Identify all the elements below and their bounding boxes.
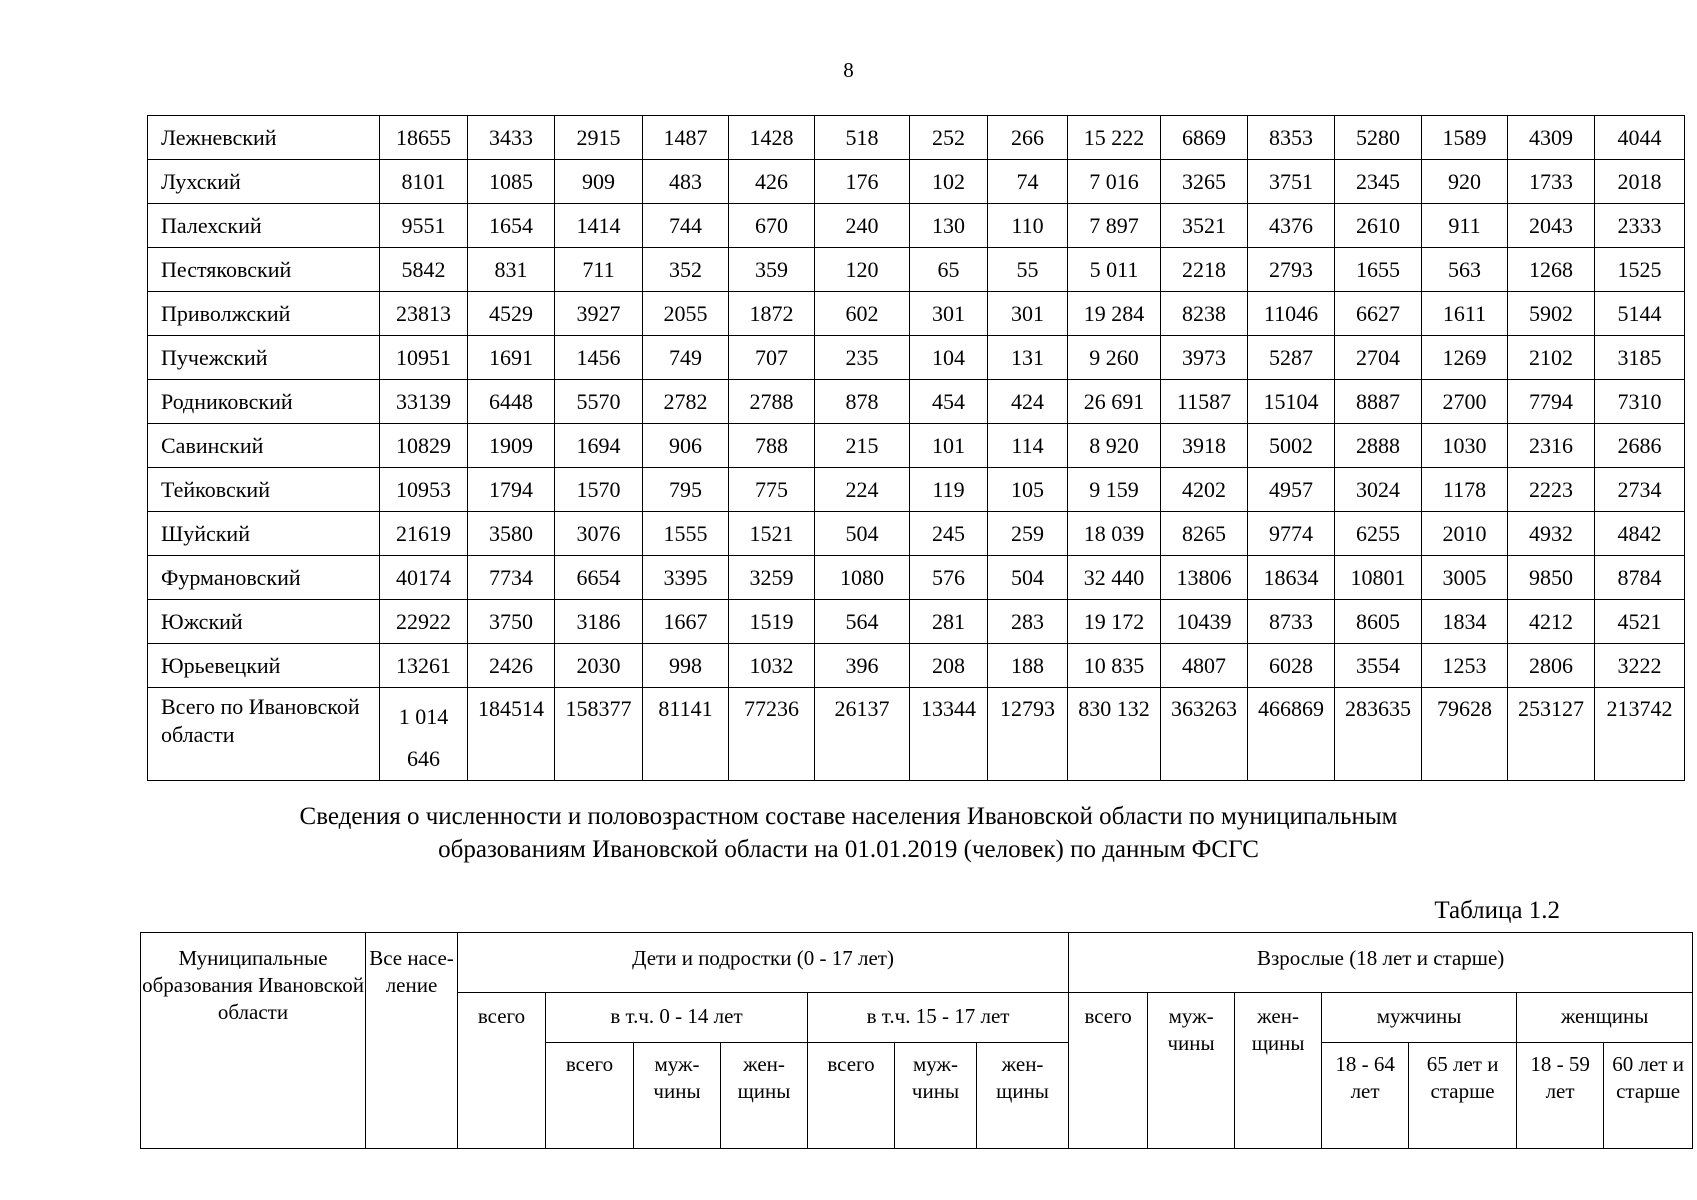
table-cell: 11046 bbox=[1248, 292, 1335, 336]
table-cell: 6627 bbox=[1335, 292, 1422, 336]
table-cell: 775 bbox=[729, 468, 815, 512]
table-cell: 7310 bbox=[1595, 380, 1685, 424]
table-row bbox=[148, 644, 1685, 688]
table-cell: 2102 bbox=[1508, 336, 1595, 380]
total-cell: 1 014 646 bbox=[380, 688, 468, 781]
table-cell: 4521 bbox=[1595, 600, 1685, 644]
table-cell: 2610 bbox=[1335, 204, 1422, 248]
table-cell: 3554 bbox=[1335, 644, 1422, 688]
table-cell: 10801 bbox=[1335, 556, 1422, 600]
table-cell: 1654 bbox=[468, 204, 555, 248]
district-name: Родниковский bbox=[148, 380, 380, 424]
table-row bbox=[148, 468, 1685, 512]
table-cell: 1253 bbox=[1422, 644, 1508, 688]
header-women: женщины bbox=[1517, 993, 1693, 1043]
total-row bbox=[148, 688, 1685, 781]
caption-line-2: образованиям Ивановской области на 01.01.2019 (человек) по данным ФСГС bbox=[438, 836, 1259, 863]
table-cell: 18 039 bbox=[1068, 512, 1161, 556]
table-cell: 2426 bbox=[468, 644, 555, 688]
header-0-14-women: жен-щины bbox=[721, 1043, 808, 1149]
table-cell: 32 440 bbox=[1068, 556, 1161, 600]
table-cell: 7 016 bbox=[1068, 160, 1161, 204]
table-cell: 795 bbox=[643, 468, 729, 512]
table-cell: 7734 bbox=[468, 556, 555, 600]
table-cell: 3005 bbox=[1422, 556, 1508, 600]
total-cell: 13344 bbox=[910, 688, 988, 781]
table-cell: 1655 bbox=[1335, 248, 1422, 292]
table-cell: 878 bbox=[815, 380, 910, 424]
table-cell: 7 897 bbox=[1068, 204, 1161, 248]
table-cell: 504 bbox=[815, 512, 910, 556]
table-cell: 208 bbox=[910, 644, 988, 688]
table-cell: 33139 bbox=[380, 380, 468, 424]
header-population: Все насе-ление bbox=[366, 933, 458, 1149]
table-cell: 215 bbox=[815, 424, 910, 468]
total-cell: 830 132 bbox=[1068, 688, 1161, 781]
table-cell: 3265 bbox=[1161, 160, 1248, 204]
table-cell: 188 bbox=[988, 644, 1068, 688]
table-cell: 2793 bbox=[1248, 248, 1335, 292]
table-cell: 4212 bbox=[1508, 600, 1595, 644]
table-cell: 3259 bbox=[729, 556, 815, 600]
table-cell: 4957 bbox=[1248, 468, 1335, 512]
table-cell: 19 172 bbox=[1068, 600, 1161, 644]
table-cell: 9774 bbox=[1248, 512, 1335, 556]
district-name: Шуйский bbox=[148, 512, 380, 556]
table-cell: 3927 bbox=[555, 292, 643, 336]
table-cell: 906 bbox=[643, 424, 729, 468]
table-cell: 176 bbox=[815, 160, 910, 204]
table-cell: 22922 bbox=[380, 600, 468, 644]
table-cell: 8265 bbox=[1161, 512, 1248, 556]
header-0-14-total: всего bbox=[546, 1043, 634, 1149]
table-cell: 563 bbox=[1422, 248, 1508, 292]
table-cell: 1519 bbox=[729, 600, 815, 644]
table-cell: 5 011 bbox=[1068, 248, 1161, 292]
table-cell: 1487 bbox=[643, 116, 729, 160]
district-name: Савинский bbox=[148, 424, 380, 468]
district-name: Пестяковский bbox=[148, 248, 380, 292]
table-cell: 909 bbox=[555, 160, 643, 204]
table-cell: 10 835 bbox=[1068, 644, 1161, 688]
table-cell: 1268 bbox=[1508, 248, 1595, 292]
total-cell: 184514 bbox=[468, 688, 555, 781]
table-cell: 8353 bbox=[1248, 116, 1335, 160]
table-cell: 6654 bbox=[555, 556, 643, 600]
total-cell: 253127 bbox=[1508, 688, 1595, 781]
table-cell: 2788 bbox=[729, 380, 815, 424]
table-cell: 359 bbox=[729, 248, 815, 292]
header-men: мужчины bbox=[1322, 993, 1517, 1043]
table-cell: 119 bbox=[910, 468, 988, 512]
population-table-continuation bbox=[147, 115, 1685, 781]
table-cell: 301 bbox=[910, 292, 988, 336]
table-cell: 3076 bbox=[555, 512, 643, 556]
table-cell: 1667 bbox=[643, 600, 729, 644]
table-cell: 55 bbox=[988, 248, 1068, 292]
total-cell: 79628 bbox=[1422, 688, 1508, 781]
table-cell: 2316 bbox=[1508, 424, 1595, 468]
table-cell: 564 bbox=[815, 600, 910, 644]
table-row bbox=[148, 336, 1685, 380]
table-cell: 65 bbox=[910, 248, 988, 292]
table-cell: 40174 bbox=[380, 556, 468, 600]
table-cell: 3918 bbox=[1161, 424, 1248, 468]
header-adults-women: жен-щины bbox=[1235, 993, 1322, 1149]
table-cell: 424 bbox=[988, 380, 1068, 424]
table-cell: 2010 bbox=[1422, 512, 1508, 556]
table-cell: 26 691 bbox=[1068, 380, 1161, 424]
header-women-18-59: 18 - 59 лет bbox=[1517, 1043, 1604, 1149]
table-cell: 2734 bbox=[1595, 468, 1685, 512]
table-cell: 245 bbox=[910, 512, 988, 556]
table-cell: 744 bbox=[643, 204, 729, 248]
table-cell: 9551 bbox=[380, 204, 468, 248]
table-cell: 3580 bbox=[468, 512, 555, 556]
table-cell: 3185 bbox=[1595, 336, 1685, 380]
table-cell: 352 bbox=[643, 248, 729, 292]
table-cell: 9850 bbox=[1508, 556, 1595, 600]
table-cell: 4044 bbox=[1595, 116, 1685, 160]
table-row bbox=[148, 512, 1685, 556]
table-cell: 7794 bbox=[1508, 380, 1595, 424]
table-cell: 1525 bbox=[1595, 248, 1685, 292]
table-cell: 5570 bbox=[555, 380, 643, 424]
table-cell: 19 284 bbox=[1068, 292, 1161, 336]
table-cell: 1694 bbox=[555, 424, 643, 468]
table-row bbox=[148, 600, 1685, 644]
table-cell: 920 bbox=[1422, 160, 1508, 204]
total-label: Всего по Ивановской области bbox=[148, 688, 380, 781]
table-cell: 224 bbox=[815, 468, 910, 512]
table-cell: 707 bbox=[729, 336, 815, 380]
table-cell: 240 bbox=[815, 204, 910, 248]
table-cell: 9 159 bbox=[1068, 468, 1161, 512]
table-cell: 711 bbox=[555, 248, 643, 292]
table-cell: 3751 bbox=[1248, 160, 1335, 204]
page-number: 8 bbox=[843, 58, 854, 82]
table-cell: 10953 bbox=[380, 468, 468, 512]
table-cell: 4807 bbox=[1161, 644, 1248, 688]
table-cell: 104 bbox=[910, 336, 988, 380]
table-cell: 1872 bbox=[729, 292, 815, 336]
table-row bbox=[148, 248, 1685, 292]
table-cell: 4202 bbox=[1161, 468, 1248, 512]
header-15-17-total: всего bbox=[808, 1043, 895, 1149]
header-municipal: Муниципальные образования Ивановской области bbox=[141, 933, 366, 1149]
table-cell: 18655 bbox=[380, 116, 468, 160]
table-cell: 4376 bbox=[1248, 204, 1335, 248]
population-table-header bbox=[140, 932, 1693, 1149]
header-adults: Взрослые (18 лет и старше) bbox=[1069, 933, 1693, 993]
header-adults-total: всего bbox=[1069, 993, 1148, 1149]
district-name: Лухский bbox=[148, 160, 380, 204]
table-cell: 3521 bbox=[1161, 204, 1248, 248]
table-cell: 6869 bbox=[1161, 116, 1248, 160]
table-row bbox=[148, 292, 1685, 336]
total-cell: 77236 bbox=[729, 688, 815, 781]
table-cell: 301 bbox=[988, 292, 1068, 336]
district-name: Лежневский bbox=[148, 116, 380, 160]
table-cell: 483 bbox=[643, 160, 729, 204]
table-cell: 10829 bbox=[380, 424, 468, 468]
table-cell: 788 bbox=[729, 424, 815, 468]
table-cell: 1570 bbox=[555, 468, 643, 512]
table-cell: 1178 bbox=[1422, 468, 1508, 512]
header-adults-men: муж-чины bbox=[1148, 993, 1235, 1149]
table-cell: 2043 bbox=[1508, 204, 1595, 248]
table-cell: 120 bbox=[815, 248, 910, 292]
table-cell: 15104 bbox=[1248, 380, 1335, 424]
total-cell: 213742 bbox=[1595, 688, 1685, 781]
table-cell: 5902 bbox=[1508, 292, 1595, 336]
table-cell: 252 bbox=[910, 116, 988, 160]
table-cell: 4932 bbox=[1508, 512, 1595, 556]
total-cell: 81141 bbox=[643, 688, 729, 781]
table-cell: 15 222 bbox=[1068, 116, 1161, 160]
district-name: Тейковский bbox=[148, 468, 380, 512]
table-cell: 2915 bbox=[555, 116, 643, 160]
total-cell: 26137 bbox=[815, 688, 910, 781]
table-cell: 1521 bbox=[729, 512, 815, 556]
table-cell: 998 bbox=[643, 644, 729, 688]
table-cell: 749 bbox=[643, 336, 729, 380]
table-cell: 2345 bbox=[1335, 160, 1422, 204]
table-cell: 602 bbox=[815, 292, 910, 336]
table-cell: 3973 bbox=[1161, 336, 1248, 380]
table-cell: 8238 bbox=[1161, 292, 1248, 336]
table-cell: 2806 bbox=[1508, 644, 1595, 688]
table-cell: 911 bbox=[1422, 204, 1508, 248]
table-cell: 1794 bbox=[468, 468, 555, 512]
table-cell: 1030 bbox=[1422, 424, 1508, 468]
table-cell: 3750 bbox=[468, 600, 555, 644]
table-cell: 21619 bbox=[380, 512, 468, 556]
table-cell: 2704 bbox=[1335, 336, 1422, 380]
table-cell: 2030 bbox=[555, 644, 643, 688]
table-cell: 8887 bbox=[1335, 380, 1422, 424]
table-cell: 13806 bbox=[1161, 556, 1248, 600]
table-row bbox=[148, 556, 1685, 600]
table-cell: 396 bbox=[815, 644, 910, 688]
table-cell: 1428 bbox=[729, 116, 815, 160]
total-cell: 466869 bbox=[1248, 688, 1335, 781]
table-cell: 6255 bbox=[1335, 512, 1422, 556]
district-name: Приволжский bbox=[148, 292, 380, 336]
table-cell: 1834 bbox=[1422, 600, 1508, 644]
table-cell: 576 bbox=[910, 556, 988, 600]
table-cell: 8733 bbox=[1248, 600, 1335, 644]
header-age-0-14: в т.ч. 0 - 14 лет bbox=[546, 993, 808, 1043]
table-cell: 283 bbox=[988, 600, 1068, 644]
district-name: Юрьевецкий bbox=[148, 644, 380, 688]
table-cell: 4842 bbox=[1595, 512, 1685, 556]
header-15-17-men: муж-чины bbox=[895, 1043, 977, 1149]
table-cell: 266 bbox=[988, 116, 1068, 160]
table-cell: 13261 bbox=[380, 644, 468, 688]
header-men-65-plus: 65 лет и старше bbox=[1409, 1043, 1517, 1149]
table-cell: 2888 bbox=[1335, 424, 1422, 468]
table-cell: 5280 bbox=[1335, 116, 1422, 160]
table-cell: 8101 bbox=[380, 160, 468, 204]
table-cell: 1589 bbox=[1422, 116, 1508, 160]
table-cell: 6028 bbox=[1248, 644, 1335, 688]
header-men-18-64: 18 - 64 лет bbox=[1322, 1043, 1409, 1149]
table-cell: 2686 bbox=[1595, 424, 1685, 468]
table-cell: 9 260 bbox=[1068, 336, 1161, 380]
table-cell: 1032 bbox=[729, 644, 815, 688]
table-cell: 74 bbox=[988, 160, 1068, 204]
total-cell: 363263 bbox=[1161, 688, 1248, 781]
total-cell: 283635 bbox=[1335, 688, 1422, 781]
table-caption bbox=[0, 800, 1697, 866]
table-cell: 114 bbox=[988, 424, 1068, 468]
table-cell: 23813 bbox=[380, 292, 468, 336]
table-cell: 281 bbox=[910, 600, 988, 644]
table-cell: 670 bbox=[729, 204, 815, 248]
table-cell: 1414 bbox=[555, 204, 643, 248]
table-cell: 3186 bbox=[555, 600, 643, 644]
header-0-14-men: муж-чины bbox=[634, 1043, 721, 1149]
header-women-60-plus: 60 лет и старше bbox=[1604, 1043, 1693, 1149]
table-cell: 4529 bbox=[468, 292, 555, 336]
header-children: Дети и подростки (0 - 17 лет) bbox=[458, 933, 1069, 993]
header-children-total: всего bbox=[458, 993, 546, 1149]
table-cell: 1611 bbox=[1422, 292, 1508, 336]
table-cell: 235 bbox=[815, 336, 910, 380]
table-cell: 8784 bbox=[1595, 556, 1685, 600]
table-cell: 131 bbox=[988, 336, 1068, 380]
table-cell: 426 bbox=[729, 160, 815, 204]
table-cell: 102 bbox=[910, 160, 988, 204]
table-cell: 2018 bbox=[1595, 160, 1685, 204]
table-row bbox=[148, 424, 1685, 468]
table-row bbox=[148, 116, 1685, 160]
table-cell: 105 bbox=[988, 468, 1068, 512]
table-cell: 2333 bbox=[1595, 204, 1685, 248]
table-cell: 1555 bbox=[643, 512, 729, 556]
caption-line-1: Сведения о численности и половозрастном составе населения Ивановской области по муниципальным bbox=[299, 803, 1398, 830]
table-cell: 1085 bbox=[468, 160, 555, 204]
table-cell: 1691 bbox=[468, 336, 555, 380]
table-cell: 2782 bbox=[643, 380, 729, 424]
table-cell: 4309 bbox=[1508, 116, 1595, 160]
district-name: Пучежский bbox=[148, 336, 380, 380]
district-name: Южский bbox=[148, 600, 380, 644]
table-cell: 1080 bbox=[815, 556, 910, 600]
table-cell: 8 920 bbox=[1068, 424, 1161, 468]
table-cell: 11587 bbox=[1161, 380, 1248, 424]
table-cell: 2700 bbox=[1422, 380, 1508, 424]
table-cell: 518 bbox=[815, 116, 910, 160]
table-cell: 3222 bbox=[1595, 644, 1685, 688]
table-cell: 5287 bbox=[1248, 336, 1335, 380]
district-name: Палехский bbox=[148, 204, 380, 248]
table-cell: 8605 bbox=[1335, 600, 1422, 644]
header-age-15-17: в т.ч. 15 - 17 лет bbox=[808, 993, 1069, 1043]
table-cell: 18634 bbox=[1248, 556, 1335, 600]
district-name: Фурмановский bbox=[148, 556, 380, 600]
table-cell: 831 bbox=[468, 248, 555, 292]
table-cell: 10439 bbox=[1161, 600, 1248, 644]
table-cell: 1909 bbox=[468, 424, 555, 468]
table-cell: 3024 bbox=[1335, 468, 1422, 512]
table-cell: 454 bbox=[910, 380, 988, 424]
table-cell: 259 bbox=[988, 512, 1068, 556]
table-row bbox=[148, 380, 1685, 424]
table-cell: 101 bbox=[910, 424, 988, 468]
table-cell: 5144 bbox=[1595, 292, 1685, 336]
table-cell: 10951 bbox=[380, 336, 468, 380]
table-cell: 5842 bbox=[380, 248, 468, 292]
table-cell: 1733 bbox=[1508, 160, 1595, 204]
table-cell: 6448 bbox=[468, 380, 555, 424]
table-cell: 2218 bbox=[1161, 248, 1248, 292]
table-cell: 504 bbox=[988, 556, 1068, 600]
table-row bbox=[148, 160, 1685, 204]
table-cell: 1456 bbox=[555, 336, 643, 380]
table-row bbox=[148, 204, 1685, 248]
total-cell: 158377 bbox=[555, 688, 643, 781]
table-cell: 1269 bbox=[1422, 336, 1508, 380]
table-cell: 3395 bbox=[643, 556, 729, 600]
table-cell: 2055 bbox=[643, 292, 729, 336]
table-cell: 130 bbox=[910, 204, 988, 248]
table-cell: 5002 bbox=[1248, 424, 1335, 468]
table-label: Таблица 1.2 bbox=[1434, 897, 1560, 924]
table-cell: 110 bbox=[988, 204, 1068, 248]
total-cell: 12793 bbox=[988, 688, 1068, 781]
table-cell: 2223 bbox=[1508, 468, 1595, 512]
header-15-17-women: жен-щины bbox=[977, 1043, 1069, 1149]
table-cell: 3433 bbox=[468, 116, 555, 160]
